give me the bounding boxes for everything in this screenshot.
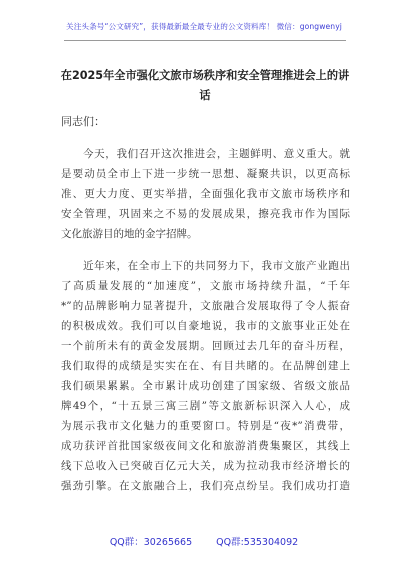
paragraph-2-line-1: 近年来，在全市上下的共同努力下，我市文旅产业跑出: [83, 260, 350, 272]
paragraph-2-line-9: 为展示我市文化魅力的重要窗口。特别是“夜*”消费带，: [61, 420, 350, 432]
document-title-line-2: 话: [199, 89, 211, 102]
paragraph-2-line-3: *”的品牌影响力显著提升，文旅融合发展取得了令人振奋: [61, 300, 350, 312]
footer-qq-group-1: QQ群：30265665: [109, 537, 193, 548]
paragraph-1-line-1: 今天，我们召开这次推进会，主题鲜明、意义重大。就: [83, 148, 350, 160]
header-banner: 关注头条号“公文研究”，获得最新最全最专业的公文资料库！ 微信：gongwenyj: [66, 22, 342, 31]
footer-qq-group-2: QQ群:535304092: [216, 537, 299, 548]
header-divider: [64, 40, 346, 41]
paragraph-2-line-7: 我们硕果累累。全市累计成功创建了国家级、省级文旅品: [61, 380, 350, 392]
paragraph-1-line-4: 安全管理，巩固来之不易的发展成果，擦亮我市作为国际: [61, 208, 350, 220]
paragraph-2-line-2: 了高质量发展的“加速度”，文旅市场持续升温，“千年: [61, 280, 350, 292]
paragraph-1-line-5: 文化旅游目的地的金字招牌。: [61, 228, 198, 240]
paragraph-2-line-8: 牌49个，“十五景三寓三剧”等文旅新标识深入人心，成: [61, 400, 350, 412]
paragraph-1-line-3: 准、更大力度、更实举措，全面强化我市文旅市场秩序和: [61, 188, 350, 200]
paragraph-2-line-4: 的积极成效。我们可以自豪地说，我市的文旅事业正处在: [61, 320, 350, 332]
paragraph-1-line-2: 是要动员全市上下进一步统一思想、凝聚共识，以更高标: [61, 168, 350, 180]
paragraph-2-line-5: 一个前所未有的黄金发展期。回顾过去几年的奋斗历程，: [61, 340, 350, 352]
salutation: 同志们：: [61, 115, 105, 128]
paragraph-2-line-11: 线下总收入已突破百亿元大关，成为拉动我市经济增长的: [61, 460, 350, 472]
footer-contact: [0, 534, 408, 548]
paragraph-2-line-12: 强劲引擎。在文旅融合上，我们亮点纷呈。我们成功打造: [61, 480, 350, 492]
paragraph-2-line-6: 我们取得的成绩是实实在在、有目共睹的。在品牌创建上: [61, 360, 350, 372]
paragraph-2-line-10: 成功获评首批国家级夜间文化和旅游消费集聚区，其线上: [61, 440, 350, 452]
document-title: [60, 66, 350, 106]
document-title-line-1: 在2025年全市强化文旅市场秩序和安全管理推进会上的讲: [60, 69, 350, 82]
